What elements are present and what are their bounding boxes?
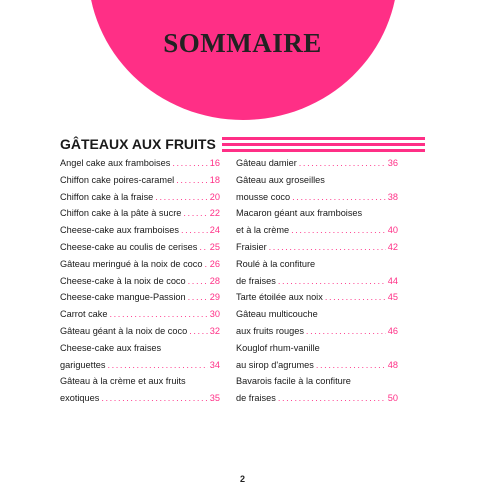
toc-entry-page: 36: [387, 158, 398, 168]
toc-entry-page: 34: [209, 359, 220, 370]
toc-dot-leader: [325, 292, 386, 302]
toc-dot-leader: [199, 242, 207, 252]
toc-entry-title: Gâteau meringué à la noix de coco: [60, 258, 203, 269]
toc-entry-page: 32: [209, 325, 220, 336]
toc-entry-page: 44: [387, 275, 398, 286]
toc-entry-page: 25: [209, 241, 220, 252]
toc-dot-leader: [189, 326, 208, 336]
toc-entry-title: Chiffon cake poires-caramel: [60, 174, 175, 185]
toc-entry[interactable]: [236, 326, 398, 343]
toc-dot-leader: [172, 158, 207, 168]
toc-dot-leader: [306, 326, 386, 336]
toc-entry-title: de fraises: [236, 275, 276, 286]
toc-entry-title: Chiffon cake à la pâte à sucre: [60, 208, 182, 219]
section-title: GÂTEAUX AUX FRUITS: [60, 136, 216, 152]
toc-entry-page: 22: [209, 208, 220, 219]
toc-entry[interactable]: [60, 326, 220, 343]
section-stripes: [222, 137, 425, 152]
toc-entry[interactable]: [60, 276, 220, 293]
page-title: SOMMAIRE: [163, 28, 322, 58]
toc-dot-leader: [176, 175, 208, 185]
toc-entry-title: Gâteau géant à la noix de coco: [60, 325, 188, 336]
toc-entry[interactable]: [60, 175, 220, 192]
page-number: 2: [239, 474, 245, 484]
toc-entry[interactable]: [60, 158, 220, 175]
toc-entry-title: Cheese-cake aux fraises: [60, 342, 162, 353]
toc-entry-title: gariguettes: [60, 359, 106, 370]
toc-entry[interactable]: [236, 292, 398, 309]
toc-entry[interactable]: [60, 225, 220, 242]
toc-entry[interactable]: [60, 192, 220, 209]
toc-entry-page: 48: [387, 359, 398, 370]
toc-dot-leader: [107, 360, 207, 370]
toc-entry-title: mousse coco: [236, 191, 291, 202]
toc-entry[interactable]: [236, 192, 398, 209]
toc-entry[interactable]: [236, 158, 398, 175]
toc-dot-leader: [278, 276, 386, 286]
header-decoration: [88, 0, 398, 120]
toc-dot-leader: [181, 225, 208, 235]
toc-entry-page: 24: [209, 225, 220, 236]
toc-entry[interactable]: [236, 225, 398, 242]
toc-entry[interactable]: [236, 175, 398, 192]
toc-entry-title: de fraises: [236, 393, 276, 404]
toc-entry[interactable]: [60, 393, 220, 410]
toc-dot-leader: [110, 309, 208, 319]
toc-dot-leader: [188, 292, 208, 302]
toc-entry-title: Cheese-cake à la noix de coco: [60, 275, 186, 286]
toc-entry-title: au sirop d'agrumes: [236, 359, 314, 370]
toc-entry-page: 46: [387, 325, 398, 336]
toc-entry[interactable]: [236, 208, 398, 225]
toc-entry[interactable]: [236, 259, 398, 276]
toc-entry-page: 50: [387, 393, 398, 404]
toc-dot-leader: [292, 192, 386, 202]
toc-entry-title: exotiques: [60, 393, 100, 404]
toc-entry[interactable]: [60, 292, 220, 309]
toc-entry-title: Chiffon cake à la fraise: [60, 191, 154, 202]
toc-dot-leader: [155, 192, 207, 202]
toc-entry-title: Cheese-cake mangue-Passion: [60, 292, 186, 303]
toc-dot-leader: [269, 242, 386, 252]
section-header: [60, 134, 425, 154]
toc-entry-page: 40: [387, 225, 398, 236]
toc-entry-title: Bavarois facile à la confiture: [236, 376, 351, 387]
toc-entry[interactable]: [60, 360, 220, 377]
toc-entry-title: et à la crème: [236, 225, 290, 236]
toc-entry-page: 42: [387, 241, 398, 252]
toc-entry[interactable]: [60, 376, 220, 393]
toc-entry-title: Carrot cake: [60, 309, 108, 320]
toc-entry[interactable]: [236, 393, 398, 410]
toc-entry-title: Fraisier: [236, 241, 267, 252]
toc-entry[interactable]: [236, 376, 398, 393]
toc-entry-page: 26: [209, 258, 220, 269]
toc-dot-leader: [299, 158, 386, 168]
toc-column-right: [236, 158, 398, 410]
toc-entry[interactable]: [60, 208, 220, 225]
toc-entry[interactable]: [60, 259, 220, 276]
toc-entry-title: aux fruits rouges: [236, 325, 304, 336]
toc-entry-page: 29: [209, 292, 220, 303]
toc-entry[interactable]: [60, 309, 220, 326]
toc-entry-page: 38: [387, 191, 398, 202]
toc-entry-page: 18: [209, 174, 220, 185]
toc-entry-title: Roulé à la confiture: [236, 258, 316, 269]
toc-entry[interactable]: [60, 242, 220, 259]
toc-entry-page: 45: [387, 292, 398, 303]
toc-entry-page: 35: [209, 393, 220, 404]
toc-entry[interactable]: [236, 343, 398, 360]
toc-column-left: [60, 158, 220, 410]
toc-entry-title: Gâteau damier: [236, 158, 297, 168]
toc-entry-title: Tarte étoilée aux noix: [236, 292, 323, 303]
toc-entry-page: 20: [209, 191, 220, 202]
toc-dot-leader: [278, 393, 386, 403]
toc-entry-title: Gâteau aux groseilles: [236, 174, 325, 185]
toc-dot-leader: [316, 360, 386, 370]
toc-entry[interactable]: [236, 360, 398, 377]
toc-entry-title: Gâteau multicouche: [236, 309, 318, 320]
toc-dot-leader: [101, 393, 207, 403]
toc-entry[interactable]: [236, 242, 398, 259]
toc-entry[interactable]: [60, 343, 220, 360]
toc-entry-title: Cheese-cake au coulis de cerises: [60, 241, 198, 252]
toc-dot-leader: [188, 276, 208, 286]
toc-entry-title: Gâteau à la crème et aux fruits: [60, 376, 186, 387]
toc-entry-title: Angel cake aux framboises: [60, 158, 171, 168]
toc-entry-title: Kouglof rhum-vanille: [236, 342, 320, 353]
toc-entry-title: Cheese-cake aux framboises: [60, 225, 179, 236]
toc-entry-page: 28: [209, 275, 220, 286]
toc-entry[interactable]: [236, 309, 398, 326]
toc-dot-leader: [291, 225, 386, 235]
toc-dot-leader: [183, 208, 207, 218]
toc-entry-page: 16: [209, 158, 220, 168]
toc-entry-title: Macaron géant aux framboises: [236, 208, 363, 219]
toc-entry-page: 30: [209, 309, 220, 320]
toc-entry[interactable]: [236, 276, 398, 293]
toc-dot-leader: [205, 259, 208, 269]
